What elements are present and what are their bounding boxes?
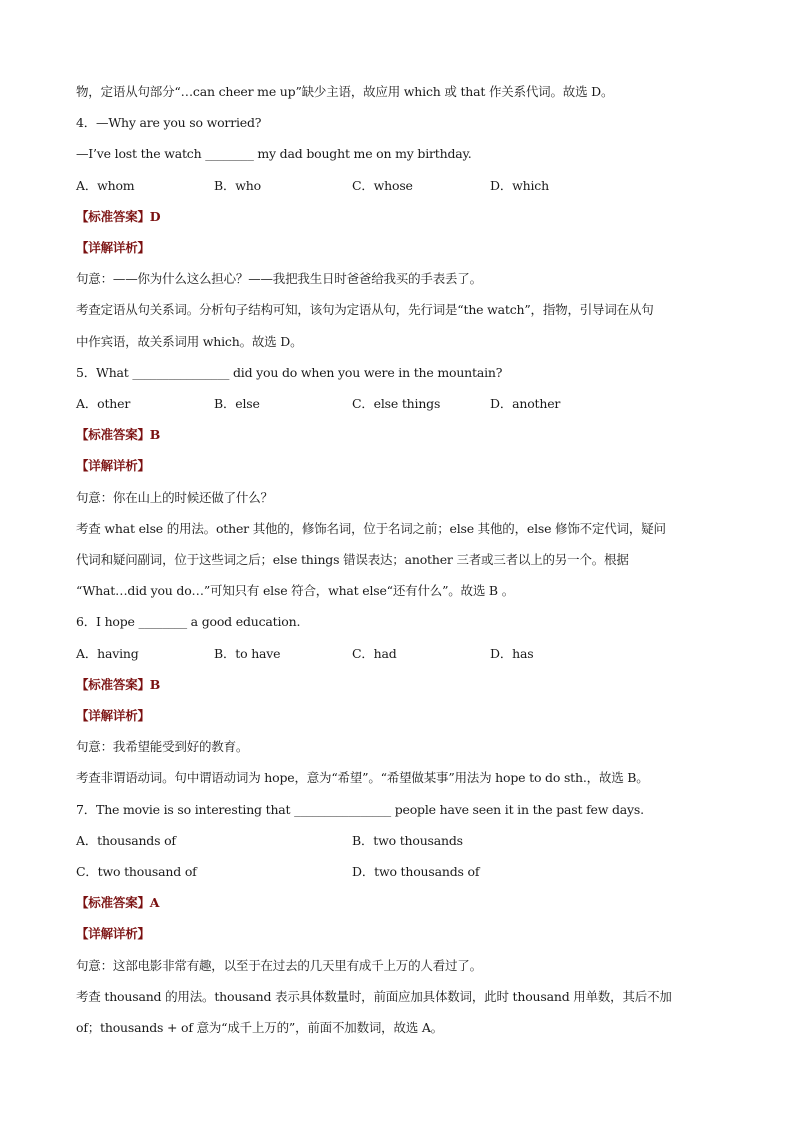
text-line: 6．I hope ________ a good education. <box>76 614 301 630</box>
text-line: 考查 thousand 的用法。thousand 表示具体数量时，前面应加具体数词，此时 thousand 用单数，其后不加 <box>76 988 672 1004</box>
section-heading: 【详解详析】 <box>76 458 150 474</box>
text-line: 句意：这部电影非常有趣，以至于在过去的几天里有成千上万的人看过了。 <box>76 957 482 973</box>
text-line: 句意：——你为什么这么担心？——我把我生日时爸爸给我买的手表丢了。 <box>76 271 482 287</box>
section-heading: 【标准答案】B <box>76 427 161 443</box>
answer-option: C．whose <box>352 177 413 193</box>
text-line: 5．What ________________ did you do when you were in the mountain? <box>76 364 503 380</box>
text-line: 句意：你在山上的时候还做了什么？ <box>76 489 273 505</box>
text-line: 考查非谓语动词。句中谓语动词为 hope，意为“希望”。“希望做某事”用法为 hope to do sth.，故选 B。 <box>76 770 649 786</box>
section-heading: 【详解详析】 <box>76 240 150 255</box>
section-heading: 【详解详析】 <box>76 708 150 723</box>
answer-option: A．other <box>76 396 131 411</box>
section-heading: 【详解详析】 <box>76 926 150 942</box>
answer-option: A．thousands of <box>76 832 176 848</box>
text-line: —I’ve lost the watch ________ my dad bought me on my birthday. <box>76 146 472 162</box>
answer-option: D．has <box>490 645 534 661</box>
answer-option: B．else <box>214 396 260 411</box>
answer-option: D．two thousands of <box>352 864 480 879</box>
text-line: 代词和疑问副词，位于这些词之后；else things 错误表达；another 三者或三者以上的另一个。根据 <box>76 552 629 567</box>
answer-option: C．else things <box>352 396 441 411</box>
text-line: 中作宾语，故关系词用 which。故选 D。 <box>76 333 303 349</box>
answer-option: C．had <box>352 645 397 661</box>
text-line: 7．The movie is so interesting that ________________ people have seen it in the past few days. <box>76 801 644 817</box>
section-heading: 【标准答案】A <box>76 895 160 911</box>
text-line: 句意：我希望能受到好的教育。 <box>76 739 249 755</box>
answer-option: B．two thousands <box>352 832 463 848</box>
answer-option: B．to have <box>214 645 281 661</box>
answer-option: D．which <box>490 177 549 193</box>
answer-option: B．who <box>214 177 261 193</box>
text-line: 考查定语从句关系词。分析句子结构可知，该句为定语从句，先行词是“the watch”，指物，引导词在从句 <box>76 302 654 318</box>
answer-option: D．another <box>490 396 561 411</box>
answer-option: A．having <box>76 645 139 661</box>
text-line: “What…did you do…”可知只有 else 符合，what else“还有什么”。故选 B 。 <box>76 583 514 599</box>
text-line: 4．—Why are you so worried? <box>76 115 262 131</box>
text-line: of；thousands + of 意为“成千上万的”，前面不加数词，故选 A。 <box>76 1020 443 1035</box>
section-heading: 【标准答案】D <box>76 208 161 224</box>
answer-option: C．two thousand of <box>76 864 197 879</box>
text-line: 物，定语从句部分“…can cheer me up”缺少主语，故应用 which 或 that 作关系代词。故选 D。 <box>76 84 614 99</box>
answer-option: A．whom <box>76 177 135 193</box>
text-line: 考查 what else 的用法。other 其他的，修饰名词，位于名词之前；else 其他的，else 修饰不定代词，疑问 <box>76 520 666 536</box>
section-heading: 【标准答案】B <box>76 676 161 692</box>
